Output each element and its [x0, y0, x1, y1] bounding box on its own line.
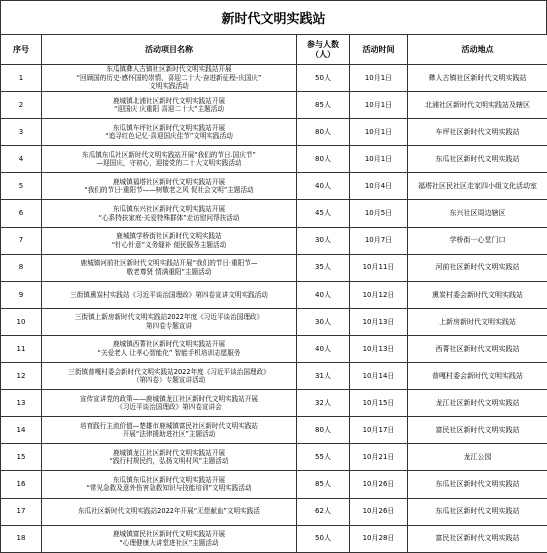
- row-time-cell: 10月13日: [350, 335, 408, 362]
- row-name-cell: 鹿城镇西菁社区新时代文明实践站开展 “关爱老人 让孝心智能化” 智能手机培训志愿服务: [42, 335, 297, 362]
- row-seq-cell: 17: [1, 498, 42, 525]
- row-place-cell: 龙江公园: [408, 444, 547, 471]
- row-place-cell: 东瓜社区新时代文明实践站: [408, 146, 547, 173]
- row-seq-cell: 18: [1, 525, 42, 552]
- row-name-cell: 东瓜镇东兴社区新时代文明实践站开展 “心系特扶家庭·关爱特殊群体”走访慰问帮扶活动: [42, 200, 297, 227]
- row-time-cell: 10月4日: [350, 173, 408, 200]
- row-name-cell: 三街镇上新房新时代文明实践站2022年度《习近平谈治国理政》 第四卷专题宣讲: [42, 308, 297, 335]
- row-place-cell: 西菁社区新时代文明实践站: [408, 335, 547, 362]
- header-count: 参与人数 （人）: [297, 35, 350, 65]
- table-row: [1, 254, 547, 281]
- row-name-cell: 鹿城镇龙江社区新时代文明实践站开展 “践行村规民约，弘扬文明村风”主题活动: [42, 444, 297, 471]
- row-seq-cell: 15: [1, 444, 42, 471]
- row-time-cell: 10月14日: [350, 363, 408, 390]
- row-place-cell: 东兴社区周边辖区: [408, 200, 547, 227]
- row-time-cell: 10月17日: [350, 417, 408, 444]
- row-seq-cell: 16: [1, 471, 42, 498]
- row-name-cell: 东瓜镇东瓜社区新时代文明实践站开展“我们的节日.国庆节” —迎国庆，守初心，迎接党的二十大文明实践活动: [42, 146, 297, 173]
- row-name-cell: 三街镇普嘎村委会新时代文明实践站2022年度《习近平谈治国理政》 （第四卷）专题宣讲活动: [42, 363, 297, 390]
- row-place-cell: 富民社区新时代文明实践站: [408, 417, 547, 444]
- row-seq-cell: 7: [1, 227, 42, 254]
- row-name-cell: 东瓜镇彝人古镇社区新时代文明实践站开展 “回顾国的历史·感怀国的崇情，喜迎二十大·奋进新征程-庆国庆” 文明实践活动: [42, 65, 297, 92]
- row-seq-cell: 6: [1, 200, 42, 227]
- row-seq-cell: 13: [1, 390, 42, 417]
- row-time-cell: 10月1日: [350, 92, 408, 119]
- row-seq-cell: 2: [1, 92, 42, 119]
- row-name-cell: 鹿城镇富民社区新时代文明实践站开展 “心理健康大讲堂进社区”主题活动: [42, 525, 297, 552]
- row-count-cell: 40人: [297, 173, 350, 200]
- row-seq-cell: 3: [1, 119, 42, 146]
- row-count-cell: 62人: [297, 498, 350, 525]
- table-row: [1, 65, 547, 92]
- table-row: [1, 417, 547, 444]
- row-place-cell: 河前社区新时代文明实践站: [408, 254, 547, 281]
- row-time-cell: 10月26日: [350, 498, 408, 525]
- table-row: [1, 390, 547, 417]
- table-row: [1, 444, 547, 471]
- row-count-cell: 80人: [297, 146, 350, 173]
- table-row: [1, 308, 547, 335]
- row-count-cell: 85人: [297, 92, 350, 119]
- row-count-cell: 30人: [297, 227, 350, 254]
- table-row: [1, 200, 547, 227]
- row-place-cell: 熏炭村委会新时代文明实践站: [408, 281, 547, 308]
- table-row: [1, 281, 547, 308]
- row-count-cell: 35人: [297, 254, 350, 281]
- row-seq-cell: 1: [1, 65, 42, 92]
- row-place-cell: 学桥街一心堂门口: [408, 227, 547, 254]
- row-count-cell: 45人: [297, 200, 350, 227]
- row-seq-cell: 5: [1, 173, 42, 200]
- row-time-cell: 10月7日: [350, 227, 408, 254]
- row-seq-cell: 8: [1, 254, 42, 281]
- header-time: 活动时间: [350, 35, 408, 65]
- row-count-cell: 32人: [297, 390, 350, 417]
- row-count-cell: 40人: [297, 335, 350, 362]
- row-name-cell: 东瓜镇东瓜社区新时代文明实践站开展 “常见急救及意外伤害急救知识与技能培训”文明实践活动: [42, 471, 297, 498]
- page-title: 新时代文明实践站: [0, 0, 547, 34]
- row-place-cell: 上新房新时代文明实践站: [408, 308, 547, 335]
- row-place-cell: 北浦社区新时代文明实践站及辖区: [408, 92, 547, 119]
- header-seq: 序号: [1, 35, 42, 65]
- row-time-cell: 10月26日: [350, 471, 408, 498]
- row-seq-cell: 4: [1, 146, 42, 173]
- row-time-cell: 10月11日: [350, 254, 408, 281]
- row-seq-cell: 12: [1, 363, 42, 390]
- row-name-cell: 鹿城镇福塔社区新时代文明实践站开展 “我们的节日·重阳节——树敬老之风 促社会文明”主题活动: [42, 173, 297, 200]
- header-place: 活动地点: [408, 35, 547, 65]
- row-count-cell: 30人: [297, 308, 350, 335]
- table-row: [1, 173, 547, 200]
- row-time-cell: 10月1日: [350, 65, 408, 92]
- row-time-cell: 10月21日: [350, 444, 408, 471]
- row-count-cell: 50人: [297, 65, 350, 92]
- row-time-cell: 10月5日: [350, 200, 408, 227]
- header-name: 活动项目名称: [42, 35, 297, 65]
- table-row: [1, 363, 547, 390]
- row-place-cell: 东瓜社区新时代文明实践站: [408, 498, 547, 525]
- row-name-cell: 培育践行主流价值—楚雄市鹿城镇富民社区新时代文明实践站 开展“法律援助进社区”主题活动: [42, 417, 297, 444]
- row-place-cell: 东瓜社区新时代文明实践站: [408, 471, 547, 498]
- table-row: [1, 471, 547, 498]
- row-seq-cell: 10: [1, 308, 42, 335]
- table-row: [1, 525, 547, 552]
- row-name-cell: 东瓜社区新时代文明实践站2022年开展“无偿献血”文明实践活: [42, 498, 297, 525]
- row-place-cell: 彝人古镇社区新时代文明实践站: [408, 65, 547, 92]
- row-place-cell: 龙江社区新时代文明实践站: [408, 390, 547, 417]
- row-seq-cell: 9: [1, 281, 42, 308]
- table-row: [1, 335, 547, 362]
- table-row: [1, 498, 547, 525]
- row-time-cell: 10月1日: [350, 146, 408, 173]
- row-time-cell: 10月12日: [350, 281, 408, 308]
- row-count-cell: 85人: [297, 471, 350, 498]
- table-row: [1, 92, 547, 119]
- row-time-cell: 10月15日: [350, 390, 408, 417]
- row-count-cell: 40人: [297, 281, 350, 308]
- table-row: [1, 146, 547, 173]
- row-seq-cell: 11: [1, 335, 42, 362]
- row-count-cell: 50人: [297, 525, 350, 552]
- row-count-cell: 31人: [297, 363, 350, 390]
- row-count-cell: 80人: [297, 119, 350, 146]
- row-name-cell: 鹿城镇学桥街社区新时代文明实践站 “针心针意”义务缝补 便民服务主题活动: [42, 227, 297, 254]
- activity-table: [0, 34, 547, 553]
- table-row: [1, 227, 547, 254]
- row-place-cell: 福塔社区民社区走家四小组文化活动室: [408, 173, 547, 200]
- row-time-cell: 10月13日: [350, 308, 408, 335]
- row-time-cell: 10月28日: [350, 525, 408, 552]
- row-name-cell: 东瓜镇车坪社区新时代文明实践站开展 “追寻红色记忆·喜迎国庆佳节”文明实践活动: [42, 119, 297, 146]
- table-row: [1, 119, 547, 146]
- row-name-cell: 三街镇熏炭村实践站《习近平谈治国理政》第四卷宣讲文明实践活动: [42, 281, 297, 308]
- row-count-cell: 80人: [297, 417, 350, 444]
- row-seq-cell: 14: [1, 417, 42, 444]
- row-time-cell: 10月1日: [350, 119, 408, 146]
- row-name-cell: 宣传宣讲党的政策——鹿城镇龙江社区新时代文明实践站开展 《习近平谈治国理政》第四卷宣讲会: [42, 390, 297, 417]
- table-header-row: [1, 35, 547, 65]
- row-place-cell: 普嘎村委会新时代文明实践站: [408, 363, 547, 390]
- row-place-cell: 车坪社区新时代文明实践站: [408, 119, 547, 146]
- row-name-cell: 鹿城镇河前社区新时代文明实践站开展“我们的节日·重阳节— 敬老尊贤 情满重阳”主题活动: [42, 254, 297, 281]
- row-place-cell: 富民社区新时代文明实践站: [408, 525, 547, 552]
- row-count-cell: 55人: [297, 444, 350, 471]
- row-name-cell: 鹿城镇北浦社区新时代文明实践站开展 “迎国庆 庆重阳 喜迎二十大”主题活动: [42, 92, 297, 119]
